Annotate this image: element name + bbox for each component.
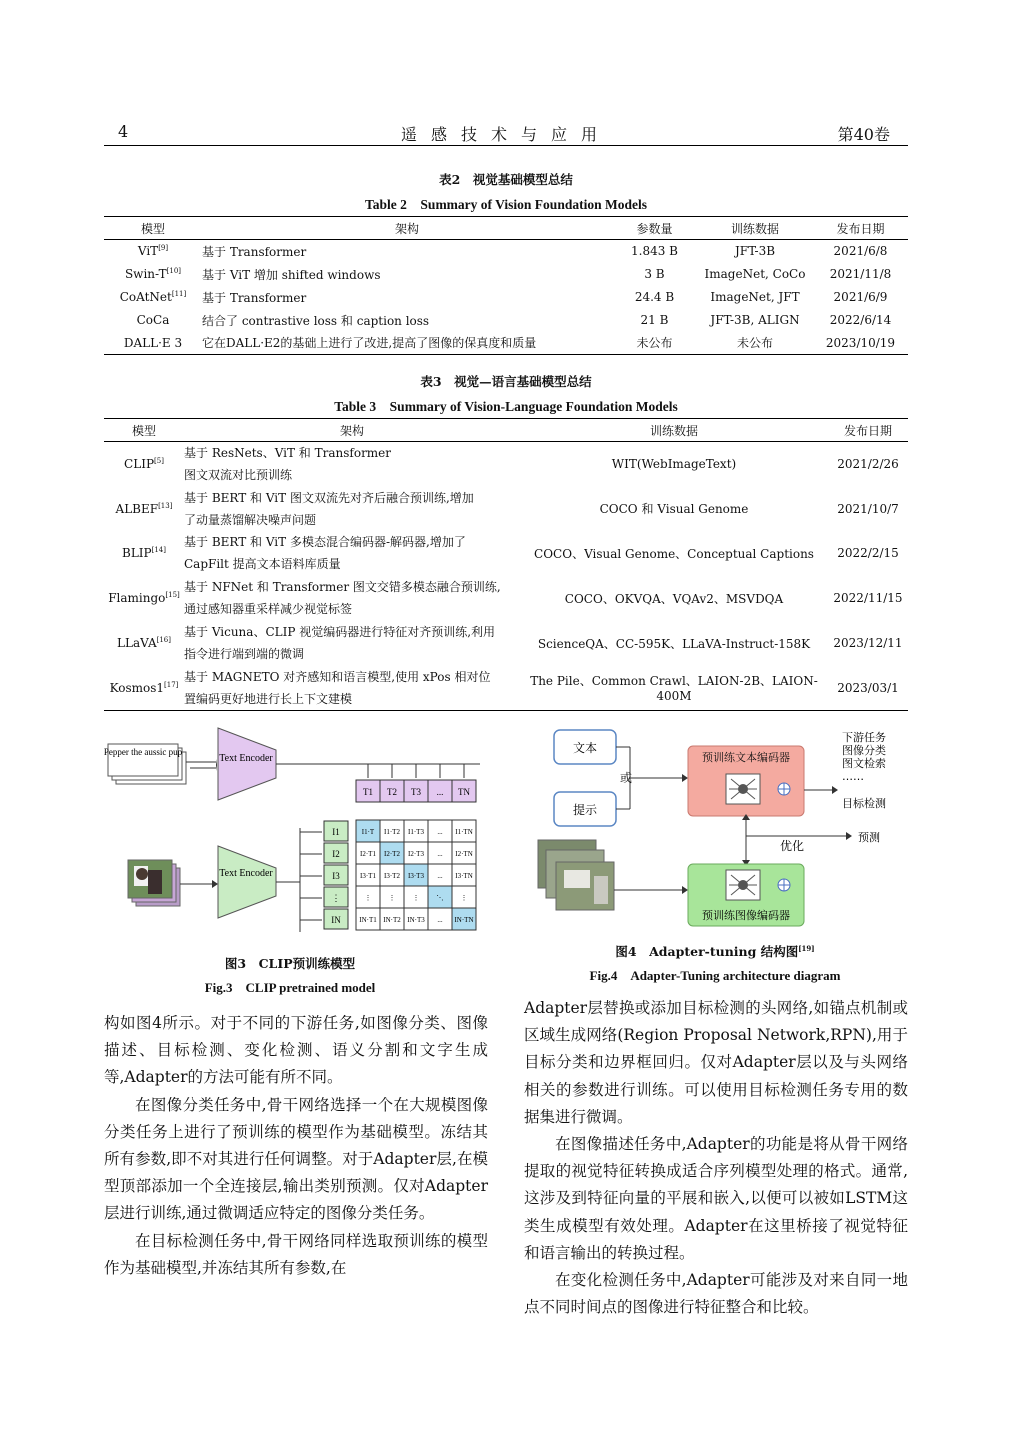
fig3-t-label: T2 [387,787,397,797]
fig3-matrix-cell-label: I2·T1 [360,850,376,858]
fig3-matrix-cell-label: I1·T2 [384,828,400,836]
table3-cell-data: ScienceQA、CC-595K、LLaVA-Instruct-158K [537,636,811,651]
fig3-image-encoder-label: Text Encoder [219,868,273,879]
table3-cell-date: 2022/2/15 [837,546,899,561]
journal-title: 遥感技术与应用 [400,125,611,144]
table3-arch-line-1: 基于 NFNet 和 Transformer 图文交错多模态融合预训练, [184,580,501,595]
table3-cell-model [104,442,184,487]
table2-cell-date: 2021/6/9 [833,290,888,304]
page-header [104,122,908,146]
table3-model-name: ALBEF [115,501,159,516]
table3-cell-data: COCO 和 Visual Genome [599,502,749,517]
table2-cell-model [104,263,202,286]
table3-row [104,621,908,666]
table3-model-name: Kosmos1 [109,680,165,695]
fig3-matrix-cell-label: ⋮ [460,894,468,902]
table3-cell-model [104,621,184,666]
fig3-caption-en: Fig.3 CLIP pretrained model [204,980,376,995]
table2-model-name: CoAtNet [119,290,172,304]
table3-arch-line-2: 了动量蒸馏解决噪声问题 [184,512,317,527]
left-paragraph-1: 构如图4所示。对于不同的下游任务,如图像分类、图像描述、目标检测、变化检测、语义分割和文字生成等,Adapter的方法可能有所不同。 [104,1014,488,1087]
fig3-matrix-cell-label: ⋱ [436,894,444,902]
fig3-matrix-cell-label: I3·T3 [408,872,424,880]
table3-model-ref: [5] [154,457,164,466]
table3 [104,418,908,711]
volume-label: 第40卷 [837,125,890,144]
table2-header-date: 发布日期 [813,217,908,240]
fig4-caption-en: Fig.4 Adapter-Tuning architecture diagram [589,968,841,983]
table3-cell-arch [184,531,520,576]
table2-cell-date: 2023/10/19 [825,335,896,350]
table2-cell-arch: 基于 Transformer [202,290,307,305]
fig3-matrix-cell-label: I3·T2 [384,872,400,880]
table3-header-row [104,419,908,442]
right-paragraph-1: Adapter层替换或添加目标检测的头网络,如锚点机制或区域生成网络(Region Proposal Network,RPN),用于目标分类和边界框回归。仅对Adapter层以及与头网络相关的参数进行训练。可以使用目标检测任务专用的数据集进行微调。 [524,999,908,1126]
fig3-matrix-cell-label: ... [437,828,443,836]
fig4-or-label: 或 [620,771,633,785]
table3-model-ref: [17] [164,680,179,689]
fig4-task-label: 下游任务 [842,731,886,744]
table3-cell-model [104,665,184,710]
table3-cell-date: 2021/10/7 [837,501,899,516]
fig3-matrix-cell-label: ... [437,872,443,880]
fig3-i-label: ⋮ [331,893,341,903]
fig4-caption-cn [530,942,900,960]
table3-cell-date: 2021/2/26 [837,457,899,472]
fig4-image-encoder-label: 预训练图像编码器 [702,909,790,922]
table3-cell-arch [184,486,520,531]
right-paragraph-3: 在变化检测任务中,Adapter可能涉及对来自同一地点不同时间点的图像进行特征整合和比较。 [524,1271,908,1317]
table3-model-ref: [13] [158,501,173,510]
fig4-optimize-label: 优化 [780,839,805,853]
fig3-i-label: I3 [332,871,340,881]
fig3-matrix-cell-label: I1·T3 [408,828,424,836]
left-paragraph-2: 在图像分类任务中,骨干网络选择一个在大规模图像分类任务上进行了预训练的模型作为基础模型。冻结其所有参数,即不对其进行任何调整。对于Adapter层,在模型顶部添加一个全连接层,输出类别预测。仅对Adapter层进行训练,通过微调适应特定的图像分类任务。 [104,1095,488,1223]
fig3-i-label: I1 [332,827,340,837]
table2-model-name: Swin-T [124,267,167,281]
fig3-text-encoder-shape [218,728,276,800]
table2-cell-date: 2021/6/8 [833,244,888,259]
fig4-task-label: …… [842,770,864,783]
fig3-matrix-cell-label: ⋮ [388,894,396,902]
table2-cell-params: 未公布 [636,336,673,351]
table2-cell-data: 未公布 [736,336,773,351]
fig3-matrix-cell-label: I3·T1 [360,872,376,880]
table3-arch-line-2: 置编码更好地进行长上下文建模 [184,691,353,706]
fig3-i-label: IN [331,915,341,925]
fig3-matrix-cell-label: I1·TN [455,828,473,836]
table3-header-model: 模型 [104,419,184,442]
fig4-caption-ref: [19] [798,943,815,953]
table2-model-name: ViT [137,244,159,259]
fig3-text-encoder-label: Text Encoder [219,753,273,764]
table3-row [104,486,908,531]
table2-header-data: 训练数据 [697,217,813,240]
table2-row [104,332,908,355]
table3-model-name: CLIP [124,457,155,472]
table3-arch-line-2: 图文双流对比预训练 [184,468,293,483]
table3-cell-model [104,531,184,576]
fig3-matrix-cell-label: IN·TN [454,916,474,924]
fig3-input-image [128,860,180,906]
table2-cell-arch: 基于 ViT 增加 shifted windows [202,267,381,282]
table3-header-data: 训练数据 [520,419,828,442]
table3-model-name: LLaVA [117,636,157,651]
fig3-matrix-cell-label: I2·TN [455,850,473,858]
table2-cell-params: 24.4 B [634,290,675,304]
fig3-matrix-cell-label: I1·T [361,828,375,836]
table2-cell-arch: 结合了 contrastive loss 和 caption loss [202,313,430,328]
table2-cell-date: 2022/6/14 [829,313,892,327]
fig4-task-label: 图文检索 [842,757,886,770]
table2-header-params: 参数量 [612,217,697,240]
table2-model-ref: [11] [171,290,187,298]
table3-caption-cn: 表3 视觉—语言基础模型总结 [420,374,592,389]
table3-model-ref: [16] [156,636,171,645]
fig3-matrix-cell-label: IN·T1 [359,916,377,924]
table2-cell-data: ImageNet, JFT [710,290,800,304]
table3-cell-date: 2022/11/15 [833,591,903,606]
fig4-task-label: 目标检测 [842,797,886,810]
table3-model-ref: [14] [151,546,166,555]
table3-model-name: BLIP [122,546,152,561]
table3-cell-data: COCO、Visual Genome、Conceptual Captions [534,546,814,561]
table3-row [104,442,908,487]
table2-cell-model [104,309,202,332]
table2-row [104,286,908,309]
table3-arch-line-1: 基于 Vicuna、CLIP 视觉编码器进行特征对齐预训练,利用 [184,625,496,640]
table2-cell-model [104,286,202,309]
table2-cell-data: JFT-3B [734,244,776,259]
table3-cell-arch [184,621,520,666]
fig3-matrix-cell-label: ⋮ [412,894,420,902]
table2-cell-data: JFT-3B, ALIGN [710,313,800,327]
fig3-i-label: I2 [332,849,340,859]
table2-model-name: DALL·E 3 [123,335,183,350]
table3-model-name: Flamingo [108,591,166,606]
table3-cell-model [104,576,184,621]
fig4-caption-cn-text: 图4 Adapter-tuning 结构图 [615,944,799,959]
table2 [104,216,908,355]
table3-cell-arch [184,576,520,621]
table3-arch-line-2: 指令进行端到端的微调 [184,647,305,662]
table2-model-ref: [10] [166,267,182,275]
fig3-image-encoder-shape [218,846,276,918]
table3-arch-line-1: 基于 ResNets、ViT 和 Transformer [184,446,392,461]
fig3-caption-cn: 图3 CLIP预训练模型 [224,956,356,971]
table2-row [104,309,908,332]
fig3-matrix-cell-label: IN·T3 [407,916,425,924]
left-paragraph-3: 在目标检测任务中,骨干网络同样选取预训练的模型作为基础模型,并冻结其所有参数,在 [104,1231,488,1277]
fig4-prompt-box-label: 提示 [572,803,598,817]
table3-arch-line-1: 基于 MAGNETO 对齐感知和语言模型,使用 xPos 相对位 [184,669,491,684]
table2-cell-data: ImageNet, CoCo [704,267,806,281]
fig3-input-text: Pepper the aussic pup [103,747,183,757]
table2-cell-params: 1.843 B [631,244,678,259]
fig3-matrix-cell-label: I3·TN [455,872,473,880]
table2-cell-params: 21 B [640,313,669,327]
fig4-text-encoder-label: 预训练文本编码器 [702,751,790,764]
fig4-predict-label: 预测 [858,831,880,844]
fig3-matrix-cell-label: I2·T3 [408,850,424,858]
table2-header-row [104,217,908,240]
table2-cell-params: 3 B [644,267,665,281]
fig3-t-label: TN [458,787,470,797]
table2-row [104,240,908,263]
fig3-matrix-cell-label: I2·T2 [384,850,400,858]
fig3-t-label: T3 [411,787,421,797]
page-number: 4 [118,122,129,141]
table3-header-date: 发布日期 [828,419,908,442]
fig3-t-label: T1 [363,787,373,797]
table2-caption-en: Table 2 Summary of Vision Foundation Models [365,197,647,212]
table2-cell-model [104,240,202,263]
fig3-t-label: ... [436,787,444,797]
table3-header-arch: 架构 [184,419,520,442]
table2-row [104,263,908,286]
right-column [524,995,908,1321]
left-column [104,1010,488,1282]
table3-cell-arch [184,442,520,487]
fig3-matrix-cell-label: IN·T2 [383,916,401,924]
table3-caption-en: Table 3 Summary of Vision-Language Foundation Models [334,399,678,414]
table2-cell-arch: 基于 Transformer [202,244,307,259]
table3-cell-data: WIT(WebImageText) [611,457,737,472]
table3-row [104,665,908,710]
table3-model-ref: [15] [165,591,180,600]
fig3-matrix-cell-label: ... [437,916,443,924]
fig4-text-box-label: 文本 [572,741,598,755]
fig3-matrix-cell-label: ... [437,850,443,858]
fig3-input-text-card [104,744,186,784]
table2-cell-date: 2021/11/8 [829,267,892,281]
table3-cell-model [104,486,184,531]
table2-cell-model [104,332,202,355]
table2-header-arch: 架构 [202,217,612,240]
table2-cell-arch: 它在DALL·E2的基础上进行了改进,提高了图像的保真度和质量 [202,336,537,351]
table3-cell-data: The Pile、Common Crawl、LAION-2B、LAION-400M [530,674,818,704]
table3-arch-line-1: 基于 BERT 和 ViT 多模态混合编码器-解码器,增加了 [184,535,466,550]
table3-row [104,576,908,621]
table2-header-model: 模型 [104,217,202,240]
table2-model-name: CoCa [136,313,170,327]
table3-row [104,531,908,576]
fig4-adapter-diagram [530,724,910,936]
table2-model-ref: [9] [158,244,169,253]
right-paragraph-2: 在图像描述任务中,Adapter的功能是将从骨干网络提取的视觉特征转换成适合序列模型处理的格式。通常,这涉及到特征向量的平展和嵌入,以便可以被如LSTM这类生成模型有效处理。Adapter在这里桥接了视觉特征和语言输出的转换过程。 [524,1135,908,1262]
table3-cell-data: COCO、OKVQA、VQAv2、MSVDQA [564,591,784,606]
table3-arch-line-2: 通过感知器重采样减少视觉标签 [184,602,353,617]
fig4-task-label: 图像分类 [842,744,886,757]
table2-caption-cn: 表2 视觉基础模型总结 [439,172,573,187]
table3-cell-date: 2023/12/11 [833,636,903,651]
table3-cell-date: 2023/03/1 [837,680,899,695]
fig3-clip-diagram [100,724,500,950]
fig4-satellite-images [538,840,614,910]
fig3-matrix-cell-label: ⋮ [364,894,372,902]
table3-cell-arch [184,665,520,710]
table3-arch-line-2: CapFilt 提高文本语料库质量 [184,557,341,572]
table3-arch-line-1: 基于 BERT 和 ViT 图文双流先对齐后融合预训练,增加 [184,490,474,505]
